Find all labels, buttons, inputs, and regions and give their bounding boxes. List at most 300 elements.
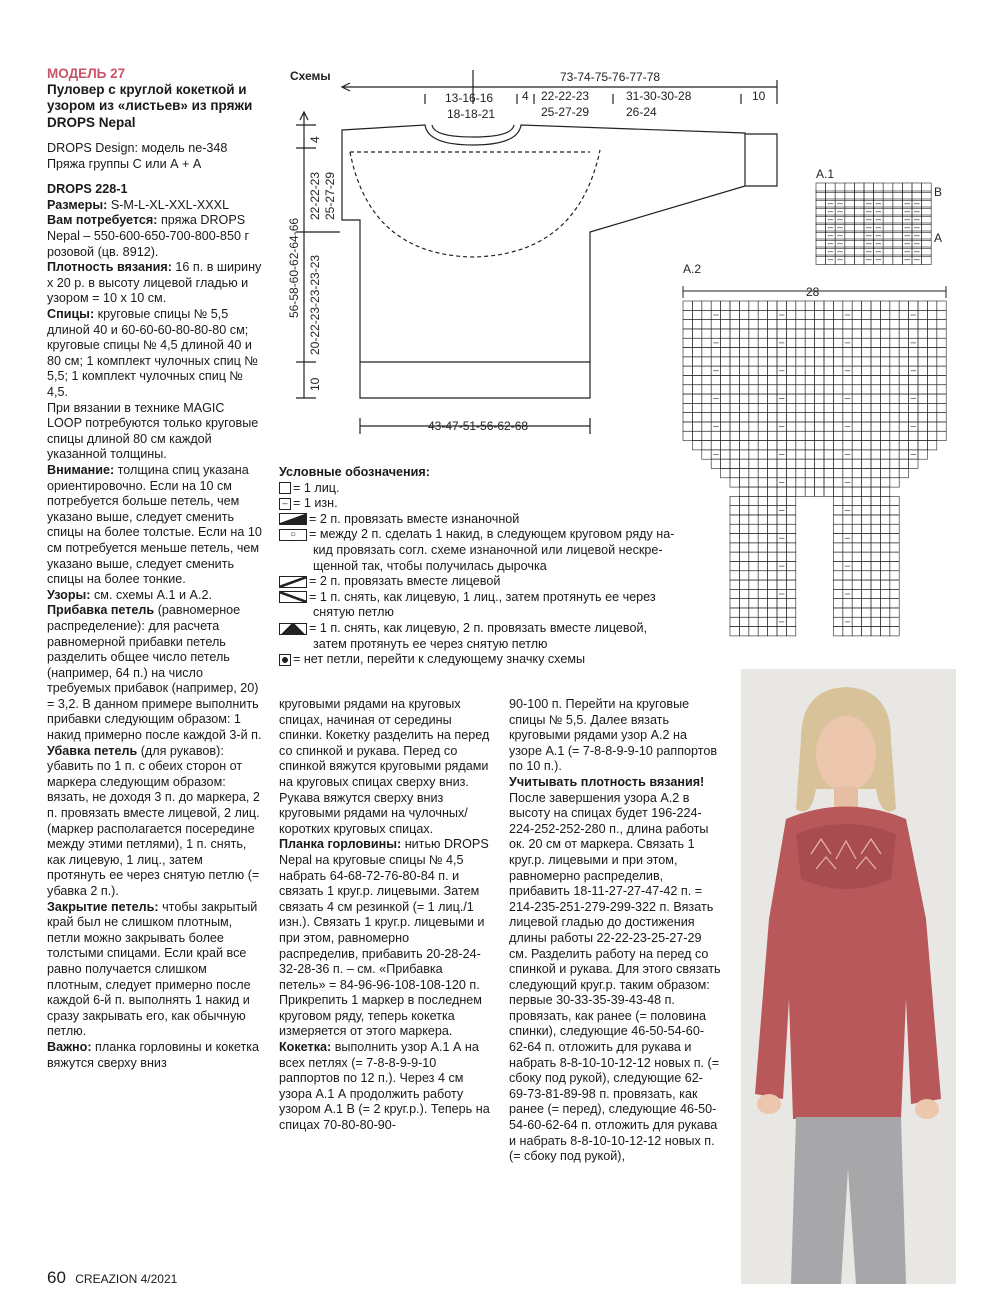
chart-cell bbox=[758, 506, 767, 515]
chart-a2-count: 28 bbox=[806, 285, 820, 299]
chart-cell bbox=[796, 468, 805, 477]
chart-cell bbox=[805, 329, 814, 338]
chart-cell bbox=[786, 459, 795, 468]
chart-cell bbox=[758, 580, 767, 589]
chart-cell bbox=[758, 608, 767, 617]
chart-cell bbox=[843, 329, 852, 338]
chart-cell bbox=[843, 468, 852, 477]
chart-cell bbox=[852, 441, 861, 450]
legend-item-skp: = 1 п. снять, как лицевую, 1 лиц., затем протянуть ее через bbox=[279, 590, 719, 606]
legend-title: Условные обозначения: bbox=[279, 465, 430, 479]
chart-cell bbox=[890, 413, 899, 422]
chart-cell bbox=[862, 357, 871, 366]
chart-cell bbox=[890, 394, 899, 403]
chart-cell bbox=[880, 524, 889, 533]
chart-cell bbox=[843, 459, 852, 468]
chart-cell bbox=[786, 571, 795, 580]
chart-cell bbox=[937, 301, 946, 310]
chart-cell bbox=[862, 301, 871, 310]
chart-cell bbox=[852, 496, 861, 505]
chart-cell bbox=[824, 441, 833, 450]
chart-cell bbox=[777, 515, 786, 524]
chart-cell bbox=[768, 348, 777, 357]
chart-cell bbox=[833, 348, 842, 357]
chart-cell bbox=[805, 320, 814, 329]
chart-cell bbox=[815, 413, 824, 422]
chart-cell bbox=[918, 422, 927, 431]
chart-cell bbox=[833, 394, 842, 403]
chart-cell bbox=[739, 348, 748, 357]
chart-cell bbox=[852, 394, 861, 403]
chart-cell bbox=[758, 441, 767, 450]
chart-cell bbox=[890, 310, 899, 319]
chart-cell bbox=[749, 478, 758, 487]
chart-cell bbox=[909, 320, 918, 329]
chart-cell bbox=[758, 599, 767, 608]
chart-cell bbox=[758, 329, 767, 338]
chart-cell bbox=[852, 385, 861, 394]
chart-cell bbox=[824, 468, 833, 477]
chart-cell bbox=[890, 580, 899, 589]
chart-cell bbox=[721, 450, 730, 459]
chart-cell bbox=[768, 561, 777, 570]
chart-cell bbox=[758, 552, 767, 561]
chart-cell bbox=[711, 375, 720, 384]
chart-cell bbox=[927, 441, 936, 450]
chart-cell bbox=[862, 431, 871, 440]
chart-cell bbox=[862, 450, 871, 459]
chart-cell bbox=[739, 338, 748, 347]
chart-cell bbox=[702, 413, 711, 422]
chart-cell bbox=[833, 608, 842, 617]
chart-cell bbox=[824, 301, 833, 310]
chart-cell bbox=[777, 496, 786, 505]
chart-cell bbox=[890, 552, 899, 561]
chart-cell bbox=[768, 506, 777, 515]
article-title: Пуловер с круглой кокеткой и узором из «листьев» из пряжи DROPS Nepal bbox=[47, 81, 253, 130]
chart-cell bbox=[777, 413, 786, 422]
chart-cell bbox=[815, 310, 824, 319]
chart-cell bbox=[852, 506, 861, 515]
chart-cell bbox=[739, 441, 748, 450]
chart-cell bbox=[768, 375, 777, 384]
chart-cell bbox=[815, 348, 824, 357]
chart-cell bbox=[683, 320, 692, 329]
chart-cell bbox=[711, 431, 720, 440]
chart-cell bbox=[937, 329, 946, 338]
chart-cell bbox=[796, 403, 805, 412]
chart-cell bbox=[899, 357, 908, 366]
chart-cell bbox=[843, 375, 852, 384]
chart-cell bbox=[815, 366, 824, 375]
chart-cell bbox=[730, 599, 739, 608]
chart-cell bbox=[758, 617, 767, 626]
chart-cell bbox=[786, 468, 795, 477]
attention-para: Внимание: толщина спиц указана ориентировочно. Если на 10 см потребуется больше петель, чем указано выше, следует сменить спицы на более толстые. Если на 10 см потребуется меньше петель, чем указано выше, следует сменить спицы на более тонкие. bbox=[47, 462, 262, 587]
chart-cell bbox=[862, 385, 871, 394]
chart-cell bbox=[937, 366, 946, 375]
magic-loop-para: При вязании в технике MAGIC LOOP потребуются только круговые спицы длиной 80 см каждой указанной толщины. bbox=[47, 400, 259, 462]
chart-cell bbox=[927, 301, 936, 310]
chart-cell bbox=[862, 338, 871, 347]
chart-cell bbox=[796, 478, 805, 487]
chart-cell bbox=[786, 348, 795, 357]
chart-cell bbox=[899, 450, 908, 459]
chart-cell bbox=[937, 394, 946, 403]
chart-cell bbox=[730, 338, 739, 347]
chart-cell bbox=[805, 403, 814, 412]
chart-cell bbox=[824, 338, 833, 347]
chart-cell bbox=[739, 366, 748, 375]
dim-neck-2: 18-18-21 bbox=[447, 107, 496, 121]
chart-cell bbox=[880, 534, 889, 543]
chart-cell bbox=[805, 385, 814, 394]
chart-cell bbox=[880, 599, 889, 608]
chart-cell bbox=[702, 310, 711, 319]
chart-cell bbox=[758, 375, 767, 384]
chart-cell bbox=[692, 301, 701, 310]
chart-cell bbox=[721, 468, 730, 477]
chart-cell bbox=[786, 589, 795, 598]
chart-cell bbox=[730, 450, 739, 459]
body-para: После завершения узора А.2 в высоту на спицах будет 196-224-224-252-252-280 п., длина работы ок. 20 см от маркера. Связать 1 круг.р. лицевыми и при этом, равномерно распределив, прибавить 18-11-27-27-47-42 п. = 214-235-251-279-299-322 п. Вязать лицевой гладью до достижения длины работы 22-22-23-25-27-29 см. Разделить работу на перед со спинкой и рукава. Для этого связать следующий круг.р. таким образом: первые 30-33-35-39-43-48 п. провязать, как ранее (= половина спинки), следующие 46-50-54-60-62-64 п. отложить для рукава и набрать 8-8-10-10-12-12 новых п. (= сбоку под рукой), следующие 62-69-73-81-89-98 п. провязать, как ранее (= перед), следующие 46-50-54-60-62-64 п. отложить для рукава и набрать 8-8-10-10-12-12 новых п. (= сбоку под рукой), bbox=[509, 790, 721, 1164]
chart-cell bbox=[730, 422, 739, 431]
chart-cell bbox=[692, 394, 701, 403]
chart-cell bbox=[880, 385, 889, 394]
chart-cell bbox=[758, 478, 767, 487]
chart-cell bbox=[843, 496, 852, 505]
chart-cell bbox=[833, 329, 842, 338]
chart-cell bbox=[758, 487, 767, 496]
chart-cell bbox=[927, 385, 936, 394]
chart-cell bbox=[805, 459, 814, 468]
chart-cell bbox=[862, 617, 871, 626]
chart-cell bbox=[805, 422, 814, 431]
chart-cell bbox=[758, 422, 767, 431]
chart-cell bbox=[786, 478, 795, 487]
chart-cell bbox=[730, 459, 739, 468]
chart-cell bbox=[739, 450, 748, 459]
chart-cell bbox=[824, 487, 833, 496]
chart-cell bbox=[721, 441, 730, 450]
chart-cell bbox=[852, 543, 861, 552]
chart-cell bbox=[796, 487, 805, 496]
chart-cell bbox=[871, 310, 880, 319]
chart-cell bbox=[824, 394, 833, 403]
knit-symbol-icon bbox=[279, 482, 291, 494]
chart-cell bbox=[768, 441, 777, 450]
chart-cell bbox=[833, 599, 842, 608]
chart-cell bbox=[890, 617, 899, 626]
chart-cell bbox=[927, 394, 936, 403]
chart-cell bbox=[683, 348, 692, 357]
chart-cell bbox=[852, 552, 861, 561]
chart-cell bbox=[777, 403, 786, 412]
chart-cell bbox=[862, 348, 871, 357]
chart-a2-grid bbox=[683, 301, 946, 636]
dim-cuff: 10 bbox=[752, 89, 766, 103]
chart-cell bbox=[749, 450, 758, 459]
chart-cell bbox=[852, 431, 861, 440]
chart-cell bbox=[739, 506, 748, 515]
chart-cell bbox=[833, 515, 842, 524]
chart-cell bbox=[862, 422, 871, 431]
chart-cell bbox=[683, 422, 692, 431]
chart-cell bbox=[721, 320, 730, 329]
chart-cell bbox=[937, 431, 946, 440]
chart-cell bbox=[786, 515, 795, 524]
chart-cell bbox=[852, 571, 861, 580]
scheme-title: Схемы bbox=[290, 69, 331, 83]
chart-cell bbox=[890, 543, 899, 552]
chart-cell bbox=[786, 357, 795, 366]
chart-cell bbox=[862, 552, 871, 561]
chart-cell bbox=[833, 571, 842, 580]
chart-cell bbox=[815, 357, 824, 366]
legend-item-knit: = 1 лиц. bbox=[279, 481, 719, 497]
chart-cell bbox=[833, 478, 842, 487]
chart-cell bbox=[768, 403, 777, 412]
chart-cell bbox=[899, 320, 908, 329]
legend-item-sk2p-cont: затем протянуть ее через снятую петлю bbox=[313, 636, 548, 651]
chart-cell bbox=[739, 422, 748, 431]
chart-cell bbox=[852, 320, 861, 329]
chart-cell bbox=[815, 385, 824, 394]
chart-cell bbox=[805, 394, 814, 403]
chart-cell bbox=[796, 413, 805, 422]
chart-cell bbox=[871, 394, 880, 403]
chart-cell bbox=[815, 394, 824, 403]
chart-cell bbox=[862, 571, 871, 580]
chart-cell bbox=[730, 394, 739, 403]
chart-cell bbox=[862, 589, 871, 598]
chart-cell bbox=[749, 413, 758, 422]
chart-cell bbox=[683, 366, 692, 375]
sizes-para: Размеры: S-M-L-XL-XXL-XXXL bbox=[47, 197, 230, 212]
chart-cell bbox=[927, 431, 936, 440]
chart-cell bbox=[777, 571, 786, 580]
chart-cell bbox=[739, 468, 748, 477]
chart-cell bbox=[739, 515, 748, 524]
chart-cell bbox=[749, 506, 758, 515]
chart-cell bbox=[777, 320, 786, 329]
chart-cell bbox=[824, 348, 833, 357]
chart-cell bbox=[824, 422, 833, 431]
chart-cell bbox=[843, 403, 852, 412]
chart-cell bbox=[852, 403, 861, 412]
chart-cell bbox=[749, 617, 758, 626]
chart-cell bbox=[815, 459, 824, 468]
chart-cell bbox=[730, 506, 739, 515]
dim-h-neck: 4 bbox=[308, 136, 322, 143]
chart-cell bbox=[862, 441, 871, 450]
chart-cell bbox=[749, 468, 758, 477]
chart-cell bbox=[796, 366, 805, 375]
chart-cell bbox=[739, 552, 748, 561]
chart-cell bbox=[683, 403, 692, 412]
chart-cell bbox=[833, 450, 842, 459]
chart-cell bbox=[805, 441, 814, 450]
legend-item-yo: ○ = между 2 п. сделать 1 накид, в следующем круговом ряду на- bbox=[279, 527, 719, 543]
chart-cell bbox=[786, 543, 795, 552]
chart-cell bbox=[833, 310, 842, 319]
chart-cell bbox=[805, 310, 814, 319]
chart-cell bbox=[852, 422, 861, 431]
chart-cell bbox=[852, 617, 861, 626]
chart-cell bbox=[739, 385, 748, 394]
chart-cell bbox=[768, 450, 777, 459]
dim-h-rib: 10 bbox=[308, 377, 322, 391]
chart-cell bbox=[890, 422, 899, 431]
chart-cell bbox=[758, 385, 767, 394]
chart-cell bbox=[768, 310, 777, 319]
chart-cell bbox=[918, 338, 927, 347]
chart-cell bbox=[796, 441, 805, 450]
chart-cell bbox=[749, 357, 758, 366]
dim-sleeve-1: 31-30-30-28 bbox=[626, 89, 692, 103]
chart-cell bbox=[758, 589, 767, 598]
chart-cell bbox=[815, 403, 824, 412]
chart-cell bbox=[768, 608, 777, 617]
sk2p-symbol-icon bbox=[279, 623, 307, 635]
chart-cell bbox=[786, 496, 795, 505]
chart-cell bbox=[786, 431, 795, 440]
p2tog-symbol-icon bbox=[279, 513, 307, 525]
chart-cell bbox=[880, 571, 889, 580]
chart-cell bbox=[796, 385, 805, 394]
chart-cell bbox=[702, 394, 711, 403]
chart-cell bbox=[890, 403, 899, 412]
legend bbox=[279, 465, 719, 668]
chart-cell bbox=[843, 524, 852, 533]
chart-cell bbox=[890, 459, 899, 468]
chart-cell bbox=[927, 320, 936, 329]
chart-cell bbox=[739, 608, 748, 617]
chart-cell bbox=[721, 338, 730, 347]
chart-cell bbox=[768, 338, 777, 347]
chart-cell bbox=[909, 441, 918, 450]
chart-cell bbox=[711, 301, 720, 310]
chart-cell bbox=[909, 403, 918, 412]
chart-cell bbox=[749, 524, 758, 533]
chart-cell bbox=[730, 413, 739, 422]
chart-cell bbox=[730, 571, 739, 580]
chart-cell bbox=[815, 441, 824, 450]
chart-cell bbox=[927, 338, 936, 347]
chart-cell bbox=[777, 599, 786, 608]
chart-cell bbox=[730, 403, 739, 412]
chart-cell bbox=[862, 375, 871, 384]
page-footer bbox=[47, 1268, 177, 1288]
chart-cell bbox=[749, 534, 758, 543]
chart-cell bbox=[749, 543, 758, 552]
chart-cell bbox=[749, 403, 758, 412]
chart-cell bbox=[890, 608, 899, 617]
chart-cell bbox=[880, 580, 889, 589]
chart-cell bbox=[777, 431, 786, 440]
chart-cell bbox=[786, 617, 795, 626]
chart-cell bbox=[758, 338, 767, 347]
chart-cell bbox=[843, 385, 852, 394]
chart-cell bbox=[852, 515, 861, 524]
chart-cell bbox=[871, 338, 880, 347]
chart-cell bbox=[852, 375, 861, 384]
chart-cell bbox=[692, 310, 701, 319]
chart-cell bbox=[918, 441, 927, 450]
chart-cell bbox=[833, 413, 842, 422]
chart-cell bbox=[899, 394, 908, 403]
chart-cell bbox=[758, 348, 767, 357]
chart-cell bbox=[909, 385, 918, 394]
chart-cell bbox=[833, 589, 842, 598]
chart-cell bbox=[862, 599, 871, 608]
chart-cell bbox=[852, 478, 861, 487]
chart-cell bbox=[692, 320, 701, 329]
chart-cell bbox=[749, 375, 758, 384]
chart-cell bbox=[730, 543, 739, 552]
chart-cell bbox=[692, 431, 701, 440]
chart-cell bbox=[833, 534, 842, 543]
chart-cell bbox=[899, 310, 908, 319]
chart-cell bbox=[862, 320, 871, 329]
design-line: DROPS Design: модель ne-348 bbox=[47, 141, 228, 156]
chart-cell bbox=[692, 348, 701, 357]
chart-cell bbox=[824, 329, 833, 338]
legend-item-k2tog: = 2 п. провязать вместе лицевой bbox=[279, 574, 719, 590]
skp-symbol-icon bbox=[279, 591, 307, 603]
model-photo bbox=[741, 669, 956, 1284]
chart-cell bbox=[786, 627, 795, 636]
chart-cell bbox=[683, 413, 692, 422]
chart-cell bbox=[824, 459, 833, 468]
chart-cell bbox=[909, 301, 918, 310]
chart-cell bbox=[871, 468, 880, 477]
chart-cell bbox=[927, 403, 936, 412]
chart-cell bbox=[739, 329, 748, 338]
chart-cell bbox=[768, 524, 777, 533]
chart-cell bbox=[833, 459, 842, 468]
chart-cell bbox=[768, 431, 777, 440]
chart-cell bbox=[739, 496, 748, 505]
chart-cell bbox=[871, 450, 880, 459]
chart-cell bbox=[749, 310, 758, 319]
chart-cell bbox=[918, 385, 927, 394]
chart-cell bbox=[862, 515, 871, 524]
chart-cell bbox=[730, 310, 739, 319]
chart-cell bbox=[683, 338, 692, 347]
chart-cell bbox=[890, 534, 899, 543]
chart-cell bbox=[786, 366, 795, 375]
chart-cell bbox=[862, 524, 871, 533]
chart-cell bbox=[909, 348, 918, 357]
chart-cell bbox=[786, 422, 795, 431]
chart-cell bbox=[758, 431, 767, 440]
chart-cell bbox=[758, 459, 767, 468]
chart-cell bbox=[862, 394, 871, 403]
chart-cell bbox=[890, 338, 899, 347]
legend-item-skp-cont: снятую петлю bbox=[313, 605, 394, 620]
chart-cell bbox=[768, 468, 777, 477]
chart-cell bbox=[871, 506, 880, 515]
chart-cell bbox=[749, 515, 758, 524]
chart-cell bbox=[702, 357, 711, 366]
chart-cell bbox=[768, 357, 777, 366]
chart-cell bbox=[871, 515, 880, 524]
chart-cell bbox=[918, 366, 927, 375]
chart-cell bbox=[721, 301, 730, 310]
chart-cell bbox=[890, 478, 899, 487]
chart-cell bbox=[852, 357, 861, 366]
